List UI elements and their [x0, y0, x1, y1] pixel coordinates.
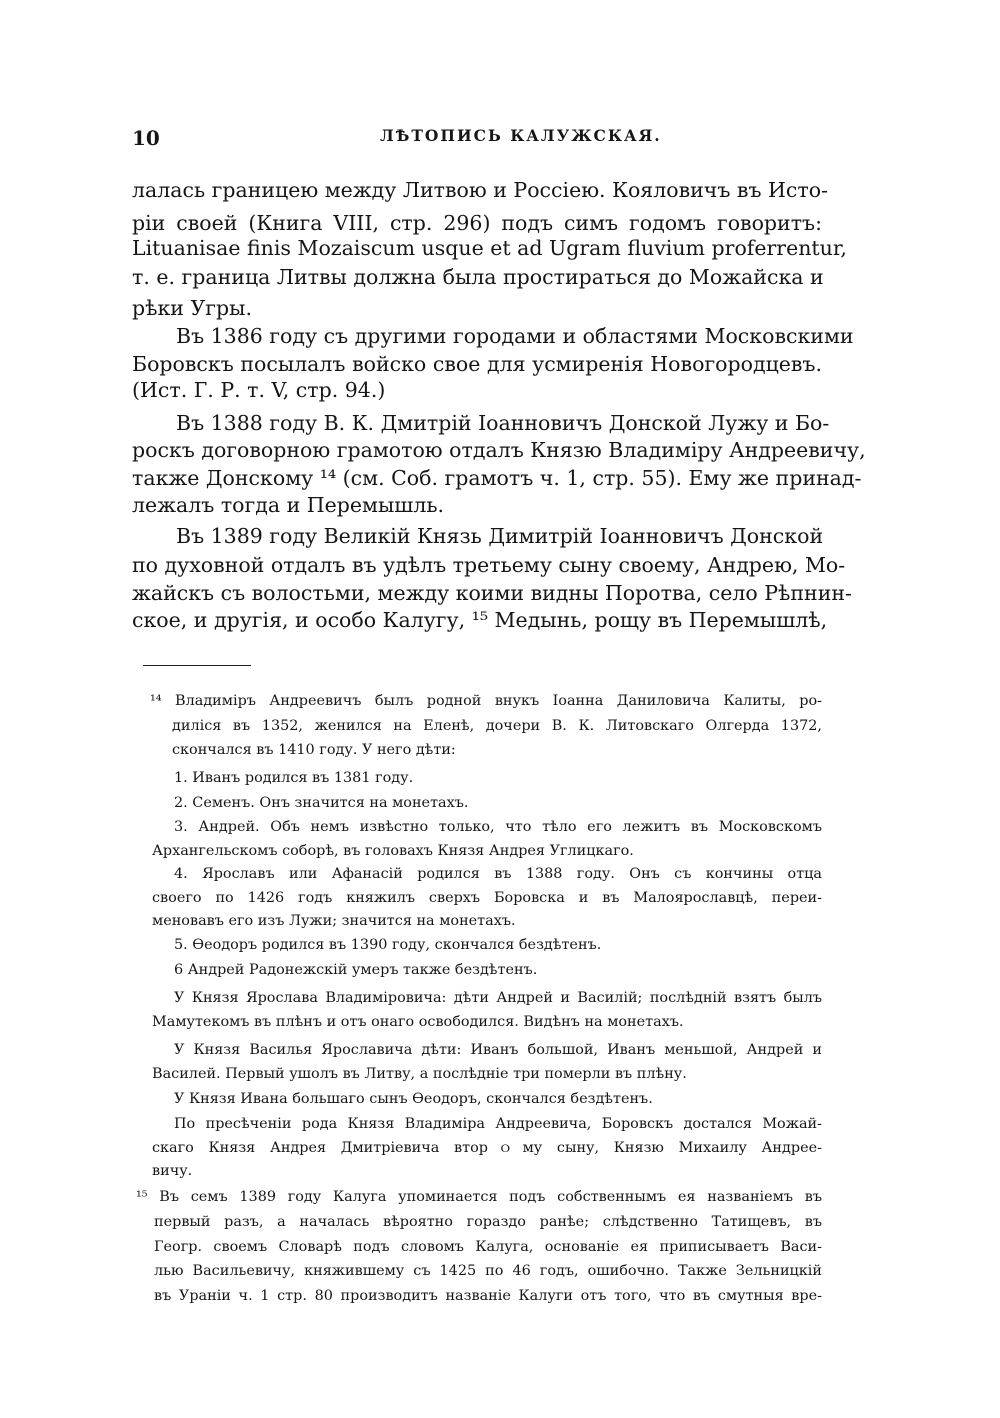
footnote-line: скончался въ 1410 году. У него дѣти: [172, 742, 456, 758]
footnote-line: У Князя Ярослава Владиміровича: дѣти Андрей и Василій; послѣдній взятъ былъ [174, 990, 822, 1006]
footnote-line: лью Васильевичу, княжившему съ 1425 по 46 годъ, ошибочно. Также Зельницкій [154, 1263, 822, 1279]
body-line: лалась границею между Литвою и Россіею. Кояловичъ въ Исто- [132, 178, 828, 202]
footnote-line: 2. Семенъ. Онъ значится на монетахъ. [174, 795, 469, 811]
body-line: Въ 1388 году В. К. Дмитрій Іоанновичъ Донской Лужу и Бо- [176, 411, 830, 435]
body-line: рѣки Угры. [132, 296, 252, 320]
body-line: роскъ договорною грамотою отдалъ Князю Владиміру Андреевичу, [132, 438, 866, 462]
body-line: жайскъ съ волостьми, между коими видны Поротва, село Рѣпнин- [132, 581, 852, 605]
footnote-line: диліся въ 1352, женился на Еленѣ, дочери В. К. Литовскаго Олгерда 1372, [172, 718, 822, 734]
footnote-line: первый разъ, а началась вѣроятно гораздо ранѣе; слѣдственно Татищевъ, въ [154, 1214, 822, 1230]
footnote-line: Мамутекомъ въ плѣнъ и отъ онаго освободился. Видѣнъ на монетахъ. [152, 1014, 684, 1030]
footnote-line: 5. Ѳеодоръ родился въ 1390 году, скончался бездѣтенъ. [174, 937, 602, 953]
body-line: т. е. граница Литвы должна была простираться до Можайска и [132, 265, 824, 289]
footnote-line: Василей. Первый ушолъ въ Литву, а послѣдніе три померли въ плѣну. [152, 1066, 687, 1082]
footnote-line: У Князя Ивана большаго сынъ Ѳеодоръ, скончался бездѣтенъ. [174, 1091, 653, 1107]
body-line: также Донскому ¹⁴ (см. Соб. грамотъ ч. 1, стр. 55). Ему же принад- [132, 466, 862, 490]
footnote-line: ¹⁵ Въ семъ 1389 году Калуга упоминается подъ собственнымъ ея названіемъ въ [136, 1189, 822, 1205]
footnote-line: 3. Андрей. Объ немъ извѣстно только, что тѣло его лежитъ въ Московскомъ [174, 819, 822, 835]
footnote-line: У Князя Василья Ярославича дѣти: Иванъ большой, Иванъ меньшой, Андрей и [174, 1042, 822, 1058]
body-line: Боровскъ посылалъ войско свое для усмиренія Новогородцевъ. [132, 352, 822, 376]
footnote-line: вичу. [152, 1163, 193, 1179]
body-line: по духовной отдалъ въ удѣлъ третьему сыну своему, Андрею, Мо- [132, 553, 846, 577]
footnote-line: меновавъ его изъ Лужи; значится на монетахъ. [152, 913, 516, 929]
body-line: ское, и другія, и особо Калугу, ¹⁵ Медынь, рощу въ Перемышлѣ, [132, 608, 828, 632]
footnote-line: Геогр. своемъ Словарѣ подъ словомъ Калуга, основаніе ея приписываетъ Васи- [154, 1239, 822, 1255]
body-line: Lituanisae finis Mozaiscum usque et ad Ugram fluvium proferrentur, [132, 236, 847, 260]
footnote-line: въ Ураніи ч. 1 стр. 80 производитъ названіе Калуги отъ того, что въ смутныя вре- [154, 1288, 822, 1304]
body-line: лежалъ тогда и Перемышль. [132, 493, 445, 517]
body-line: (Ист. Г. Р. т. V, стр. 94.) [132, 378, 386, 402]
footnote-line: ¹⁴ Владиміръ Андреевичъ былъ родной внукъ Іоанна Даниловича Калиты, ро- [150, 693, 822, 709]
body-line: Въ 1389 году Великій Князь Димитрій Іоанновичъ Донской [176, 524, 824, 548]
footnote-line: По пресѣченіи рода Князя Владиміра Андреевича, Боровскъ достался Можай- [174, 1116, 822, 1132]
body-line: Въ 1386 году съ другими городами и областями Московскими [176, 324, 854, 348]
footnote-line: скаго Князя Андрея Дмитріевича вторｏму сыну, Князю Михаилу Андрее- [152, 1140, 822, 1156]
footnote-line: Архангельскомъ соборѣ, въ головахъ Князя Андрея Углицкаго. [152, 843, 634, 859]
footnote-line: 1. Иванъ родился въ 1381 году. [174, 770, 414, 786]
page-number: 10 [132, 126, 160, 150]
footnote-line: своего по 1426 годъ княжилъ сверхъ Боровска и въ Малоярославцѣ, переи- [152, 890, 822, 906]
running-title: ЛѢТОПИСЬ КАЛУЖСКАЯ. [380, 126, 662, 145]
footnote-line: 6 Андрей Радонежскій умеръ также бездѣтенъ. [174, 962, 538, 978]
body-line: ріи своей (Книга VIII, стр. 296) подъ симъ годомъ говоритъ: [132, 211, 822, 235]
footnote-separator [143, 665, 251, 666]
footnote-line: 4. Ярославъ или Афанасій родился въ 1388 году. Онъ съ кончины отца [174, 866, 822, 882]
